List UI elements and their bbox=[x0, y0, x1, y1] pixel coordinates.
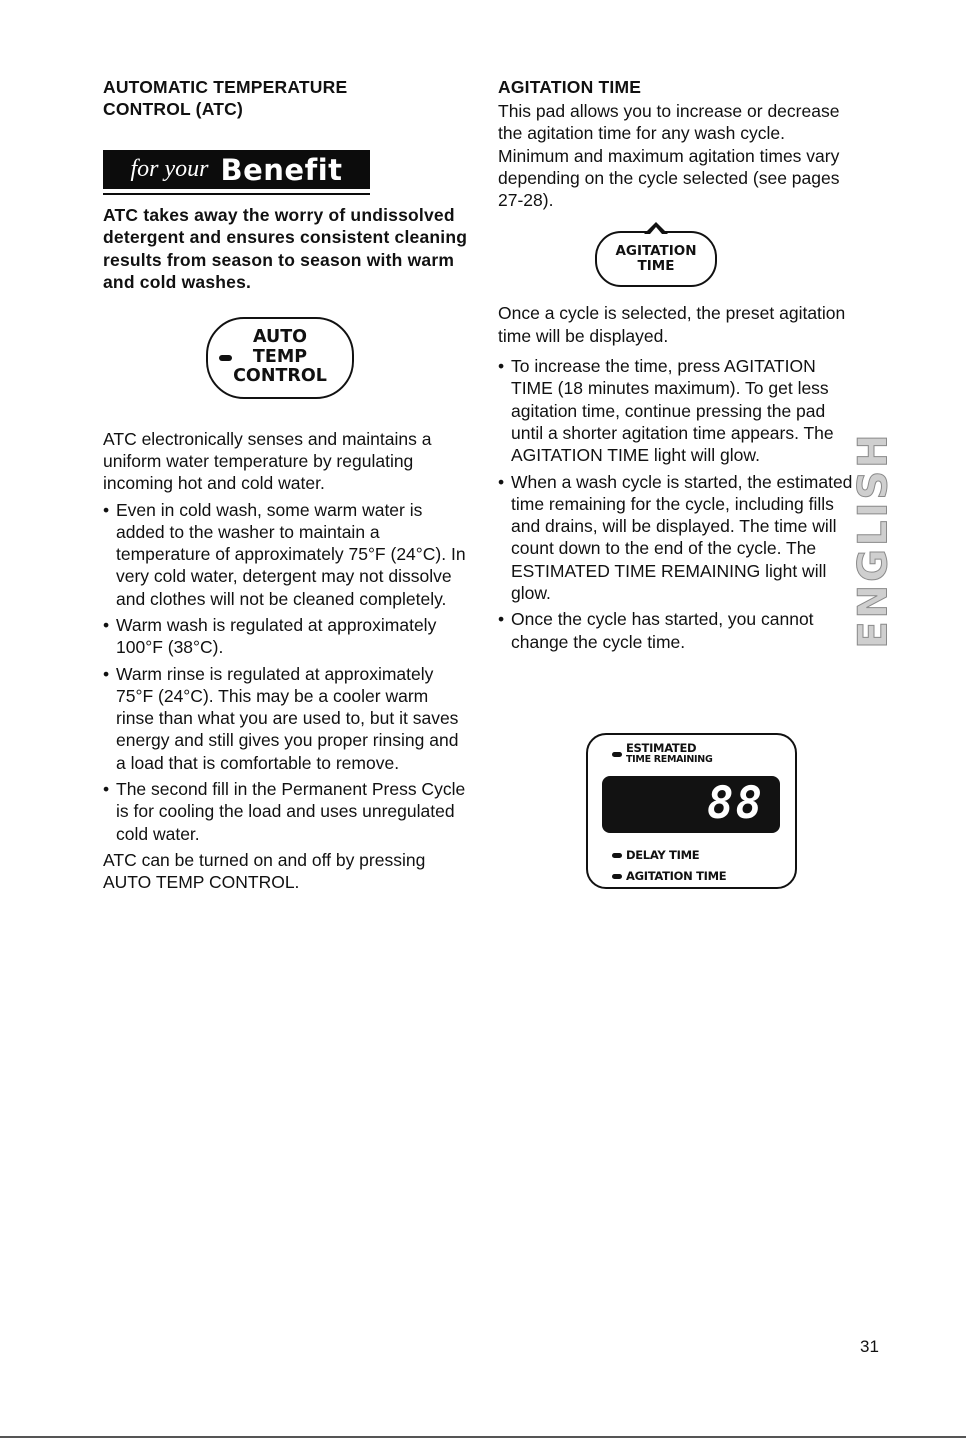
agitation-time-label: AGITATION TIME bbox=[626, 869, 727, 883]
after-pad-paragraph: Once a cycle is selected, the preset agitation time will be displayed. bbox=[498, 303, 846, 346]
pad-label-line3: CONTROL bbox=[233, 366, 327, 387]
list-item: • The second fill in the Permanent Press Cycle is for cooling the load and uses unregulated cold water. bbox=[103, 778, 471, 845]
indicator-light-icon bbox=[612, 752, 622, 757]
pad-label-line2: TIME bbox=[637, 258, 675, 275]
atc-intro-paragraph: ATC electronically senses and maintains a uniform water temperature by regulating incoming hot and cold water. bbox=[103, 428, 432, 494]
lcd-display bbox=[602, 776, 780, 833]
list-item: • Once the cycle has started, you cannot change the cycle time. bbox=[498, 608, 858, 653]
benefit-description: ATC takes away the worry of undissolved detergent and ensures consistent cleaning results from season to season with warm and cold washes. bbox=[103, 205, 468, 293]
agitation-time-pad bbox=[595, 231, 717, 287]
delay-time-indicator bbox=[626, 848, 699, 862]
bottom-divider bbox=[0, 1436, 966, 1438]
atc-heading-line2: CONTROL (ATC) bbox=[103, 99, 243, 119]
atc-bullet-list bbox=[103, 499, 471, 845]
benefit-banner-big-text: Benefit bbox=[220, 152, 343, 187]
benefit-banner-small-text: for your bbox=[130, 156, 209, 182]
indicator-light-icon bbox=[219, 355, 232, 361]
side-tab-label: ENGLISH bbox=[851, 431, 898, 649]
control-display-panel bbox=[586, 733, 797, 889]
indicator-light-icon bbox=[612, 853, 622, 858]
language-side-tab bbox=[851, 431, 898, 649]
agitation-time-indicator bbox=[626, 869, 726, 883]
list-item: • When a wash cycle is started, the estimated time remaining for the cycle, including fills and drains, will be displayed. The time will count down to the end of the cycle. The ESTIMATED TIME REMAINING light will glow. bbox=[498, 471, 858, 605]
estimated-label: ESTIMATED bbox=[626, 741, 697, 755]
time-remaining-label: TIME REMAINING bbox=[626, 754, 713, 765]
auto-temp-control-pad bbox=[206, 317, 354, 399]
agitation-intro-paragraph: This pad allows you to increase or decrease the agitation time for any wash cycle. Minimum and maximum agitation times vary depending on the cycle selected (see pages 27-28). bbox=[498, 101, 840, 211]
pad-label-line1: AUTO bbox=[252, 327, 308, 348]
list-item: • Warm wash is regulated at approximately 100°F (38°C). bbox=[103, 614, 471, 659]
list-item: • To increase the time, press AGITATION TIME (18 minutes maximum). To get less agitation time, continue pressing the pad until a shorter agitation time appears. The AGITATION TIME light will glow. bbox=[498, 355, 858, 466]
pad-label-line1: AGITATION bbox=[615, 242, 697, 259]
page-number: 31 bbox=[860, 1337, 879, 1356]
agitation-bullet-list bbox=[498, 355, 858, 653]
pad-label-line2: TEMP bbox=[252, 346, 308, 367]
for-your-benefit-banner bbox=[103, 150, 370, 189]
estimated-time-remaining-indicator bbox=[626, 742, 712, 766]
indicator-light-icon bbox=[612, 874, 622, 879]
up-arrow-icon bbox=[644, 222, 668, 234]
atc-closing-paragraph: ATC can be turned on and off by pressing AUTO TEMP CONTROL. bbox=[103, 849, 426, 893]
atc-heading-line1: AUTOMATIC TEMPERATURE bbox=[103, 77, 348, 97]
list-item: • Even in cold wash, some warm water is added to the washer to maintain a temperature of approximately 75°F (24°C). In very cold water, detergent may not dissolve and clothes will not be cleaned completely. bbox=[103, 499, 471, 610]
list-item: • Warm rinse is regulated at approximately 75°F (24°C). This may be a cooler warm rinse than what you are used to, but it saves energy and still gives you proper rinsing and a load that is comfortable to remove. bbox=[103, 663, 471, 774]
right-column bbox=[498, 76, 858, 653]
lcd-digits: 88 bbox=[707, 778, 764, 829]
delay-time-label: DELAY TIME bbox=[626, 848, 700, 862]
agitation-heading: AGITATION TIME bbox=[498, 77, 642, 97]
left-column bbox=[103, 76, 471, 894]
